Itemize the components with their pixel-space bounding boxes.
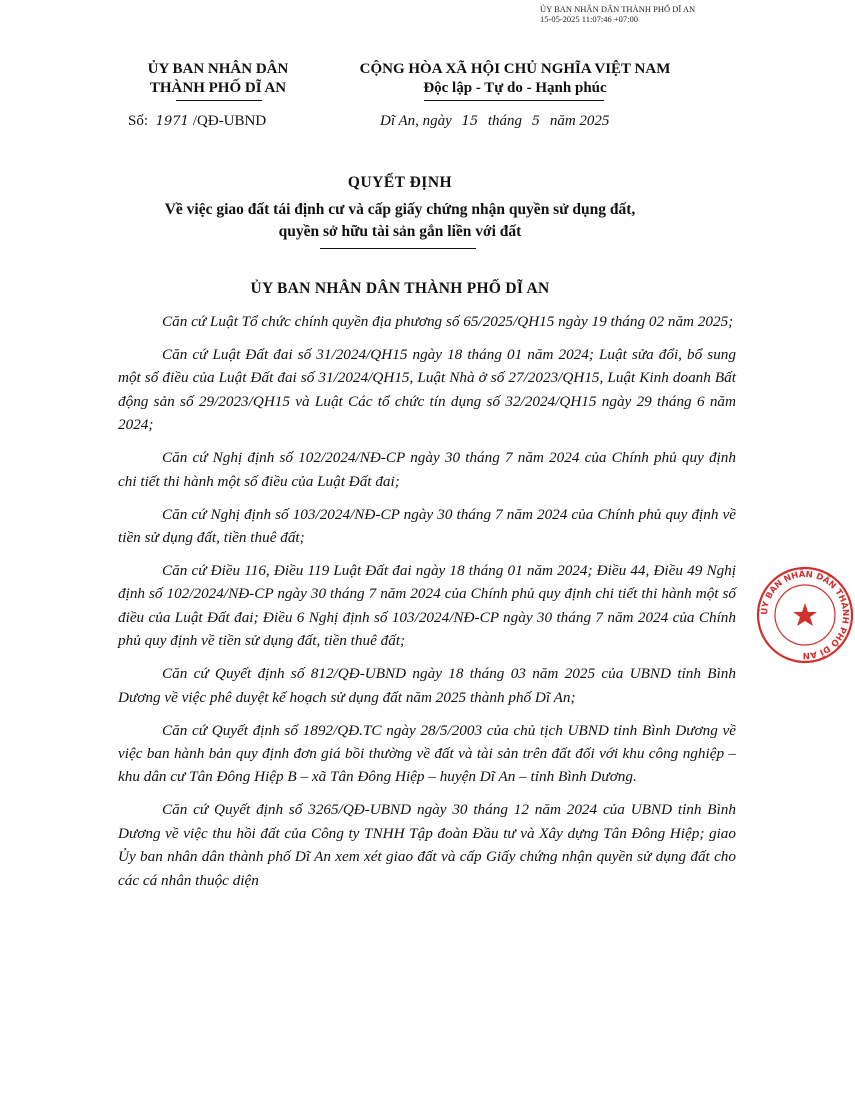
number-suffix: /QĐ-UBND bbox=[192, 113, 267, 129]
legal-basis-paragraph: Căn cứ Quyết định số 812/QĐ-UBND ngày 18 tháng 03 năm 2025 của UBND tỉnh Bình Dương về việc phê duyệt kế hoạch sử dụng đất năm 2025 thành phố Dĩ An; bbox=[118, 665, 736, 706]
subject-line-2: quyền sở hữu tài sản gắn liền với đất bbox=[278, 223, 522, 240]
national-title bbox=[330, 60, 700, 98]
legal-basis-paragraph: Căn cứ Quyết định số 1892/QĐ.TC ngày 28/5/2003 của chủ tịch UBND tỉnh Bình Dương về việc ban hành bản quy định đơn giá bồi thường về đất và tài sản trên đất đối với khu công nghiệp – khu dân cư Tân Đông Hiệp B – xã Tân Đông Hiệp – huyện Dĩ An – tỉnh Bình Dương. bbox=[118, 721, 736, 786]
issuing-agency bbox=[118, 60, 318, 98]
signature-timestamp: 15-05-2025 11:07:46 +07:00 bbox=[540, 14, 638, 24]
subject-underline bbox=[320, 248, 476, 249]
agency-line-1: ỦY BAN NHÂN DÂN bbox=[147, 61, 289, 77]
agency-underline bbox=[176, 100, 262, 101]
number-handwritten: 1971 bbox=[155, 114, 189, 129]
authority-heading: ỦY BAN NHÂN DÂN THÀNH PHỐ DĨ AN bbox=[250, 280, 550, 297]
agency-line-2: THÀNH PHỐ DĨ AN bbox=[149, 80, 287, 96]
legal-basis-paragraph: Căn cứ Nghị định số 103/2024/NĐ-CP ngày 30 tháng 7 năm 2024 của Chính phủ quy định về tiền sử dụng đất, tiền thuê đất; bbox=[118, 505, 736, 547]
motto-underline bbox=[424, 100, 604, 101]
number-prefix: Số: bbox=[128, 113, 149, 129]
legal-basis-paragraph: Căn cứ Điều 116, Điều 119 Luật Đất đai ngày 18 tháng 01 năm 2024; Điều 44, Điều 49 Nghị định số 102/2024/NĐ-CP ngày 30 tháng 7 năm 2024 của Chính phủ quy định chi tiết thi hành một số điều của Luật Đất đai; Điều 6 Nghị định số 103/2024/NĐ-CP ngày 30 tháng 7 năm 2024 của Chính phủ quy định về tiền sử dụng đất, tiền thuê đất; bbox=[118, 562, 736, 650]
official-seal-icon bbox=[755, 565, 855, 665]
place-date bbox=[380, 113, 609, 130]
document-subject bbox=[80, 199, 720, 243]
document-number bbox=[128, 113, 266, 130]
date-place-prefix: Dĩ An, ngày bbox=[380, 113, 452, 129]
date-month-label: tháng bbox=[487, 113, 523, 129]
legal-basis-paragraph: Căn cứ Nghị định số 102/2024/NĐ-CP ngày 30 tháng 7 năm 2024 của Chính phủ quy định chi tiết thi hành một số điều của Luật Đất đai; bbox=[118, 449, 736, 490]
republic-name: CỘNG HÒA XÃ HỘI CHỦ NGHĨA VIỆT NAM bbox=[359, 61, 671, 77]
subject-line-1: Về việc giao đất tái định cư và cấp giấy chứng nhận quyền sử dụng đất, bbox=[164, 201, 636, 218]
document-title: QUYẾT ĐỊNH bbox=[347, 174, 453, 191]
date-month: 5 bbox=[531, 114, 541, 129]
document-body bbox=[118, 310, 736, 902]
legal-basis-paragraph: Căn cứ Quyết định số 3265/QĐ-UBND ngày 30 tháng 12 năm 2024 của UBND tỉnh Bình Dương về việc thu hồi đất của Công ty TNHH Tập đoàn Đầu tư và Xây dựng Tân Đông Hiệp; giao Ủy ban nhân dân thành phố Dĩ An xem xét giao đất và cấp Giấy chứng nhận quyền sử dụng đất cho các cá nhân thuộc diện bbox=[118, 801, 736, 889]
signature-signer: ỦY BAN NHÂN DÂN THÀNH PHỐ DĨ AN bbox=[540, 4, 696, 14]
legal-basis-paragraph: Căn cứ Luật Đất đai số 31/2024/QH15 ngày 18 tháng 01 năm 2024; Luật sửa đổi, bổ sung một số điều của Luật Đất đai số 31/2024/QH15, Luật Nhà ở số 27/2023/QH15, Luật Kinh doanh Bất động sản số 29/2023/QH15 và Luật Các tổ chức tín dụng số 32/2024/QH15 ngày 29 tháng 6 năm 2024; bbox=[118, 346, 736, 434]
date-year: năm 2025 bbox=[549, 113, 610, 129]
digital-signature-block bbox=[540, 4, 770, 24]
document-header bbox=[0, 60, 800, 140]
date-day: 15 bbox=[461, 114, 479, 129]
svg-text:ỦY BAN NHÂN DÂN THÀNH PHỐ DĨ A: ỦY BAN NHÂN DÂN THÀNH PHỐ DĨ AN bbox=[759, 569, 851, 661]
national-motto: Độc lập - Tự do - Hạnh phúc bbox=[423, 80, 607, 96]
legal-basis-paragraph: Căn cứ Luật Tổ chức chính quyền địa phương số 65/2025/QH15 ngày 19 tháng 02 năm 2025; bbox=[162, 313, 734, 330]
